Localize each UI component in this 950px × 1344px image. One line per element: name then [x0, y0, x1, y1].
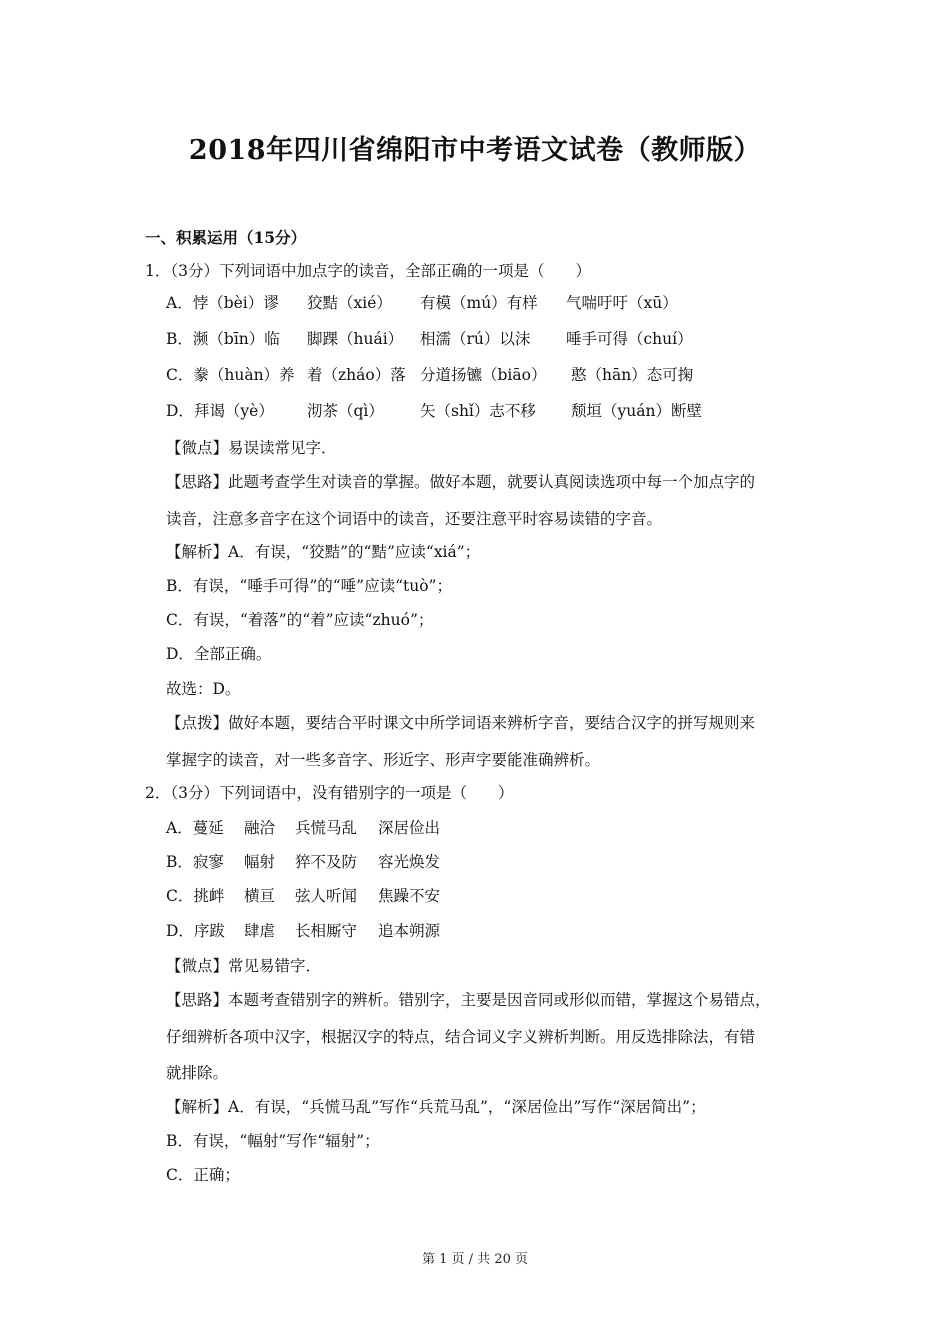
document-title: 2018年四川省绵阳市中考语文试卷（教师版）: [188, 135, 762, 166]
q1-idea-2: 读音，注意多音字在这个词语中的读音，还要注意平时容易读错的字音。: [166, 510, 663, 528]
q1-d-4: 颓垣（yuán）断壁: [571, 402, 702, 420]
q1-c-2: 着（zháo）落: [307, 366, 406, 384]
q2-c-4: 焦躁不安: [378, 887, 441, 905]
q2-a-1: A．蔓延: [166, 819, 224, 837]
q2-b-4: 容光焕发: [378, 853, 441, 871]
q1-d-1: D．拜谒（yè）: [166, 402, 274, 420]
q2-b-1: B．寂寥: [166, 853, 224, 871]
q2-d-4: 追本朔源: [378, 922, 441, 940]
q1-d-2: 沏茶（qì）: [307, 402, 384, 420]
q2-c-1: C．挑衅: [166, 887, 225, 905]
page-footer: 第 1 页 / 共 20 页: [422, 1252, 528, 1267]
q2-c-2: 横亘: [244, 887, 276, 905]
q1-a-1: A．悖（bèi）谬: [166, 294, 279, 312]
q2-analysis-b: B．有误，“幅射”写作“辐射”；: [166, 1132, 380, 1150]
q2-b-2: 幅射: [244, 853, 276, 871]
q1-analysis-d: D．全部正确。: [166, 645, 272, 663]
q1-b-4: 唾手可得（chuí）: [566, 330, 693, 348]
q1-d-3: 矢（shǐ）志不移: [420, 402, 536, 420]
q2-idea-3: 就排除。: [166, 1064, 229, 1082]
q2-point: 【微点】常见易错字．: [166, 957, 322, 975]
q1-analysis-c: C．有误，“着落”的“着”应读“zhuó”；: [166, 611, 434, 629]
q1-b-3: 相濡（rú）以沫: [420, 330, 531, 348]
question-2-stem: 2．（3分）下列词语中，没有错别字的一项是（ ）: [145, 784, 514, 802]
q1-point: 【微点】易误读常见字．: [166, 439, 337, 457]
q1-idea-1: 【思路】此题考查学生对读音的掌握。做好本题，就要认真阅读选项中每一个加点字的: [166, 473, 756, 491]
q1-tip-2: 掌握字的读音，对一些多音字、形近字、形声字要能准确辨析。: [166, 751, 601, 769]
q2-d-1: D．序跋: [166, 922, 225, 940]
q1-tip-1: 【点拨】做好本题，要结合平时课文中所学词语来辨析字音，要结合汉字的拼写规则来: [166, 714, 756, 732]
q1-a-3: 有模（mú）有样: [420, 294, 538, 312]
q2-d-3: 长相厮守: [295, 922, 358, 940]
q2-a-4: 深居俭出: [378, 819, 441, 837]
q2-a-3: 兵慌马乱: [295, 819, 358, 837]
q2-idea-2: 仔细辨析各项中汉字，根据汉字的特点，结合词义字义辨析判断。用反选排除法，有错: [166, 1028, 756, 1046]
q1-analysis-b: B．有误，“唾手可得”的“唾”应读“tuò”；: [166, 577, 452, 595]
q1-c-1: C．豢（huàn）养: [166, 366, 295, 384]
q1-answer: 故选：D。: [166, 680, 241, 698]
q2-c-3: 弦人听闻: [295, 887, 358, 905]
q1-a-2: 狡黠（xié）: [307, 294, 392, 312]
q1-analysis-a: 【解析】A．有误，“狡黠”的“黠”应读“xiá”；: [166, 543, 481, 561]
q1-c-4: 憨（hān）态可掬: [571, 366, 694, 384]
section-heading: 一、积累运用（15分）: [145, 228, 307, 247]
q1-c-3: 分道扬镳（biāo）: [420, 366, 547, 384]
q2-analysis-a: 【解析】A．有误，“兵慌马乱”写作“兵荒马乱”，“深居俭出”写作“深居简出”；: [166, 1098, 706, 1116]
q2-idea-1: 【思路】本题考查错别字的辨析。错别字，主要是因音同或形似而错，掌握这个易错点，: [166, 991, 771, 1009]
q1-a-4: 气喘吁吁（xū）: [566, 294, 678, 312]
q2-a-2: 融洽: [244, 819, 276, 837]
q2-d-2: 肆虐: [244, 922, 276, 940]
q1-b-2: 脚踝（huái）: [307, 330, 404, 348]
question-1-stem: 1．（3分）下列词语中加点字的读音，全部正确的一项是（ ）: [145, 262, 591, 280]
q2-analysis-c: C．正确；: [166, 1166, 240, 1184]
q2-b-3: 猝不及防: [295, 853, 358, 871]
q1-b-1: B．濒（bīn）临: [166, 330, 280, 348]
